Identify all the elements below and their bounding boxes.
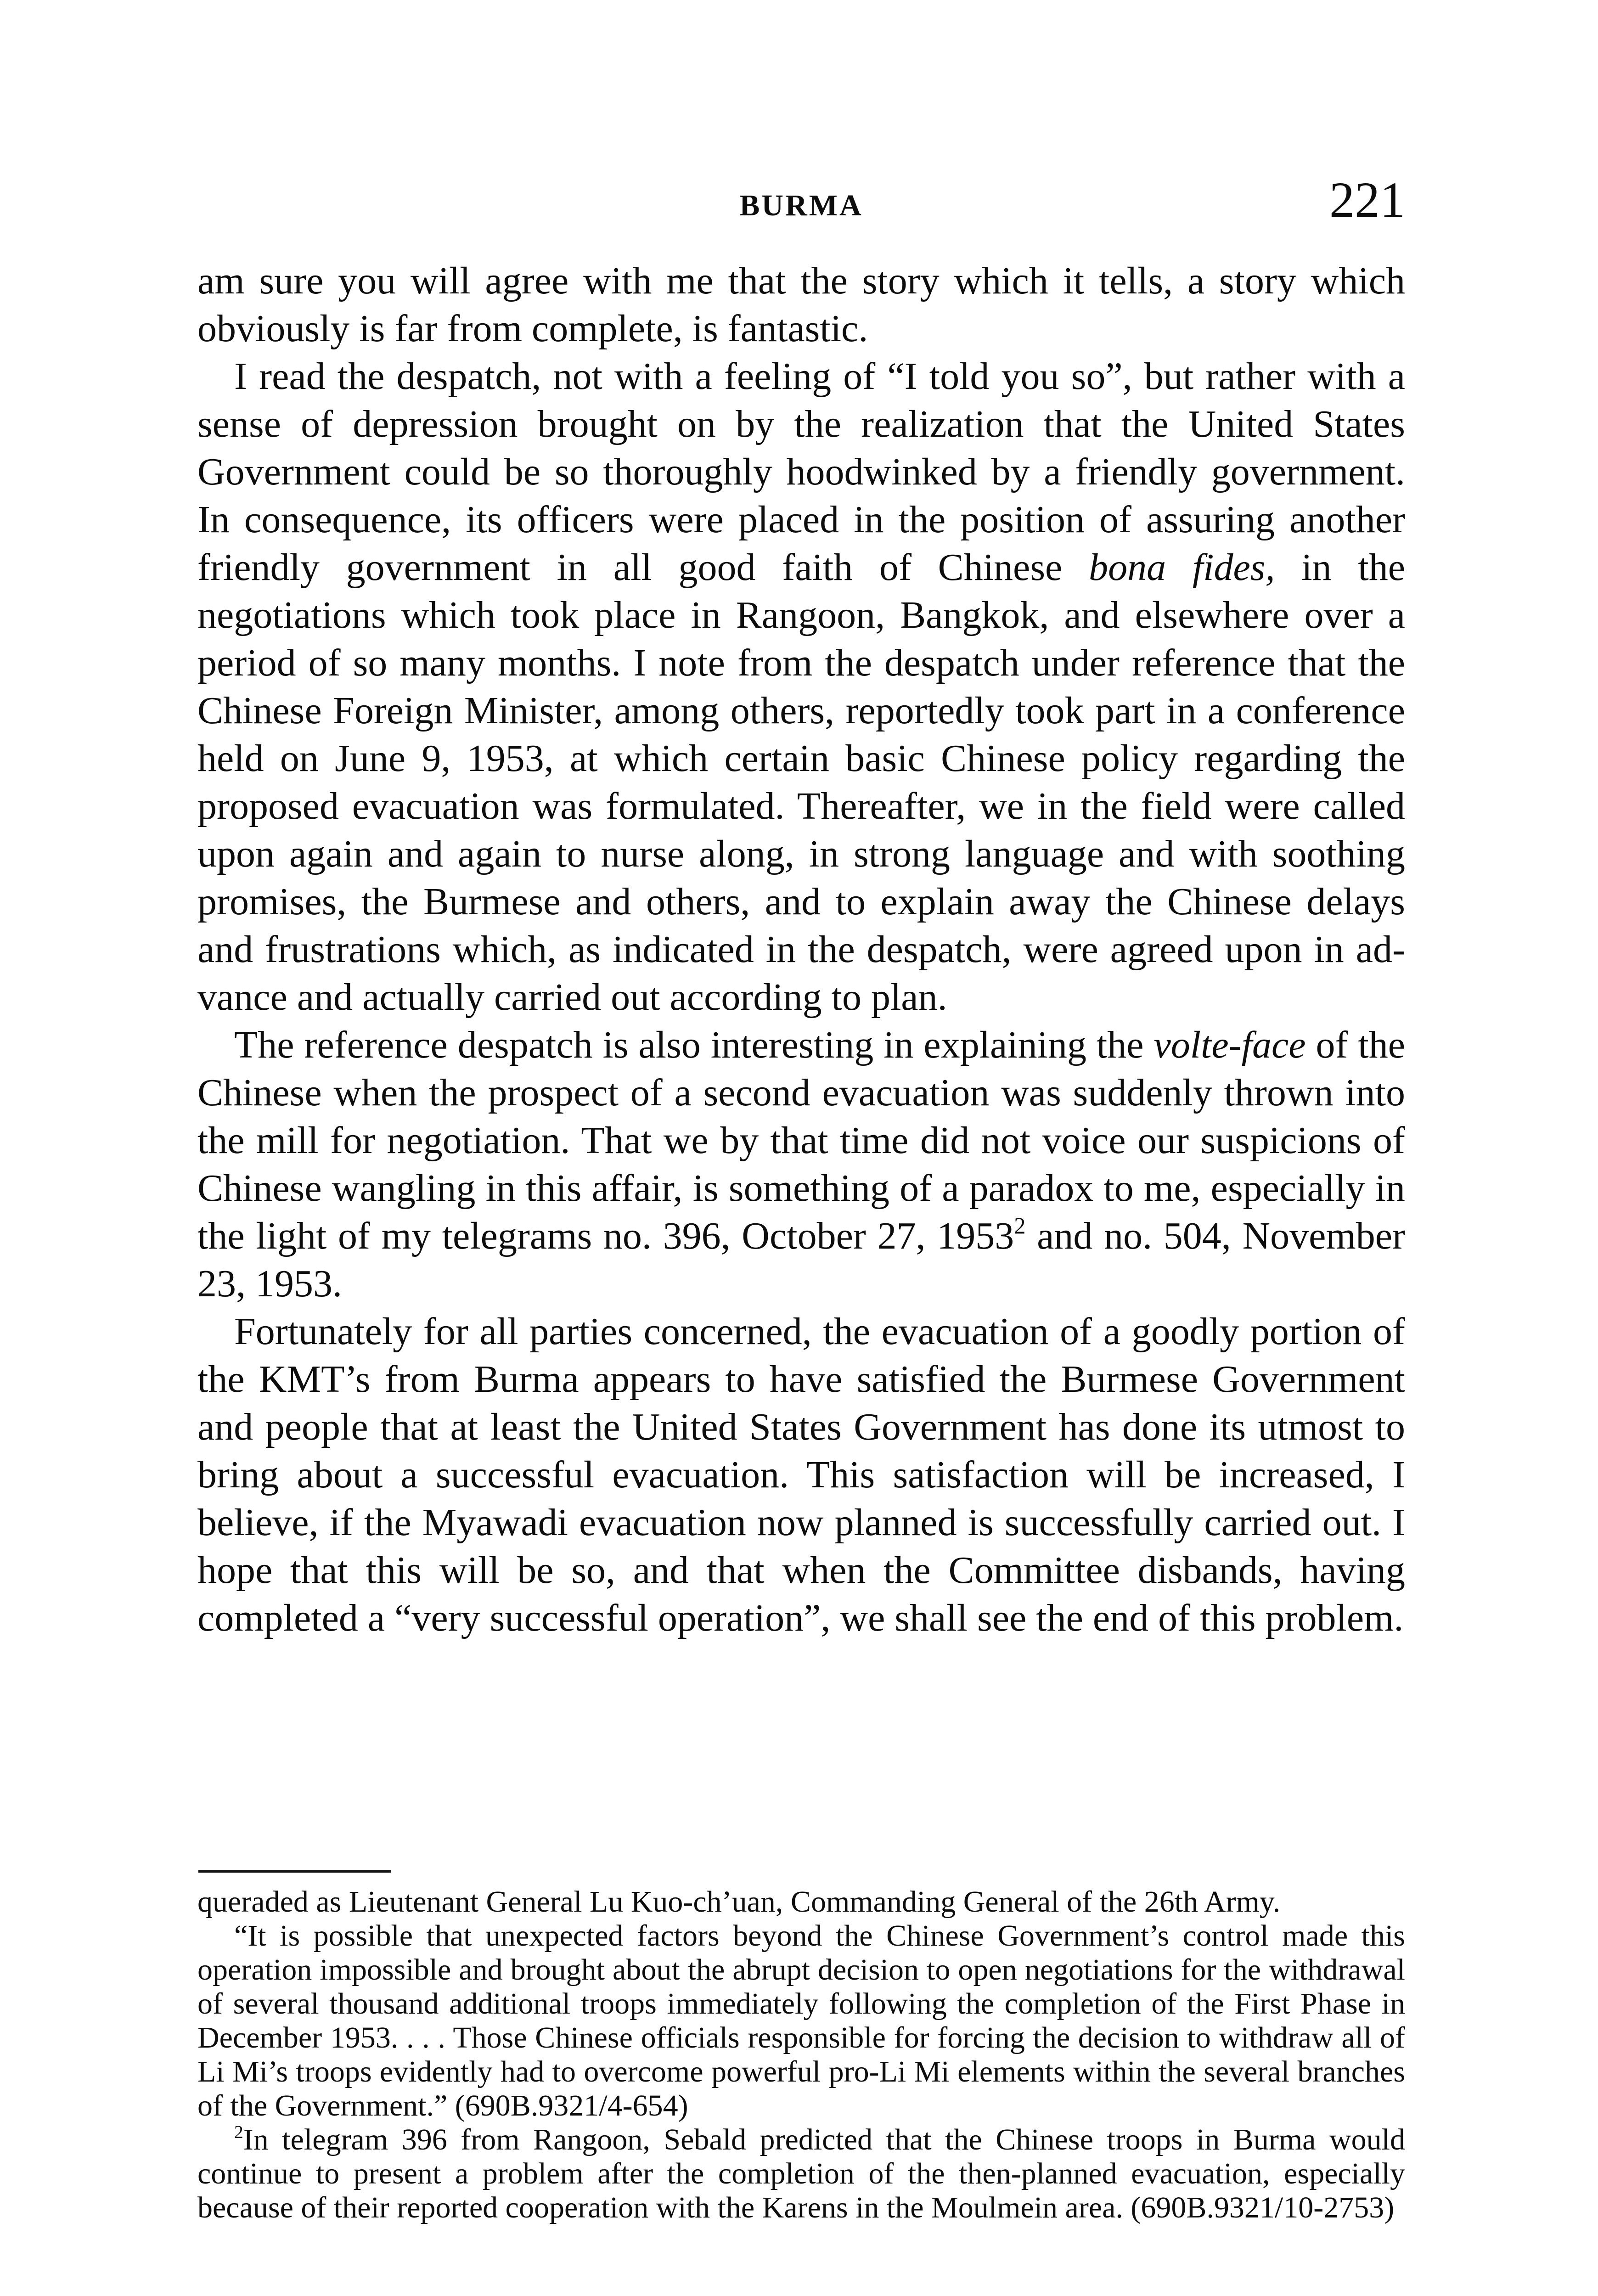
page-number: 221 <box>1329 172 1405 228</box>
italic-phrase: bona fides, <box>1089 546 1275 589</box>
paragraph-continued: am sure you will agree with me that the story which it tells, a story which obviously is far from complete, is fantastic. <box>197 259 1405 350</box>
footnote-2 <box>197 2123 1405 2225</box>
running-head <box>197 174 1405 234</box>
paragraph-fortunately: Fortunately for all parties concerned, the evacuation of a goodly portion of the KMT’s from Burma appears to have satisfied the Burmese Government and people that at least the United States Government has done its utmost to bring about a successful evacuation. This satisfaction will be increased, I believe, if the Myawadi evacuation now planned is successfully carried out. I hope that this will be so, and that when the Committee disbands, having completed a “very successful operation”, we shall see the end of this problem. <box>197 1310 1405 1639</box>
paragraph-text: I read the despatch, not with a feeling of “I told you so”, but rather with a sense of depression brought on by the realization that the United States Government could be so thoroughly hoodwinked by a friendly government. In consequence, its officers were placed in the position of assuring another friendly government in all good faith of Chinese <box>197 355 1405 589</box>
footnote-continued: queraded as Lieutenant General Lu Kuo-ch’uan, Commanding General of the 26th Army. <box>197 1885 1281 1919</box>
footnote-marker: 2 <box>234 2122 243 2142</box>
paragraph-volte-face <box>197 1021 1405 1308</box>
footnote-text: In telegram 396 from Rangoon, Sebald predicted that the Chinese troops in Burma would continue to present a problem after the completion of the then-planned evacuation, especially because of their reported cooperation with the Karens in the Moulmein area. (690B.9321/10-2753) <box>197 2123 1405 2224</box>
running-title: BURMA <box>739 189 863 222</box>
paragraph-text: of the Chinese when the prospect of a second evacuation was suddenly thrown into the mill for negotiation. That we by that time did not voice our suspicions of Chinese wangling in this affair, is something of a paradox to me, especially in the light of my telegrams no. 396, October 27, 1953 <box>197 1024 1406 1257</box>
footnote-divider <box>198 1870 391 1873</box>
paragraph-text: The reference despatch is also interesting in explaining the <box>234 1024 1154 1066</box>
paragraph-despatch <box>197 353 1405 1021</box>
paragraph-text: in the negotiations which took place in Rangoon, Bangkok, and elsewhere over a period of so many months. I note from the despatch under reference that the Chinese Foreign Minister, among others, reportedly took part in a conference held on June 9, 1953, at which certain basic Chinese policy regarding the proposed evacuation was formulated. Thereafter, we in the field were called upon again and again to nurse along, in strong language and with soothing promises, the Burmese and others, and to explain away the Chinese delays and frustrations which, as indicated in the despatch, were agreed upon in advance and actually carried out according to plan. <box>197 546 1405 1019</box>
paragraph-text: and no. 504, November 23, 1953. <box>197 1215 1405 1305</box>
italic-phrase: volte-face <box>1153 1024 1306 1066</box>
footnote-reference[interactable]: 2 <box>1014 1213 1026 1239</box>
body-text <box>197 257 1405 1642</box>
footnotes <box>197 1885 1405 2225</box>
footnote-quote: “It is possible that unexpected factors beyond the Chinese Government’s control made this operation impossible and brought about the abrupt decision to open negotiations for the withdrawal of several thousand additional troops immediately following the completion of the First Phase in December 1953. . . . Those Chinese officials responsible for forcing the decision to withdraw all of Li Mi’s troops evidently had to overcome powerful pro-Li Mi elements within the several branches of the Government.” (690B.9321/4-654) <box>197 1919 1405 2122</box>
